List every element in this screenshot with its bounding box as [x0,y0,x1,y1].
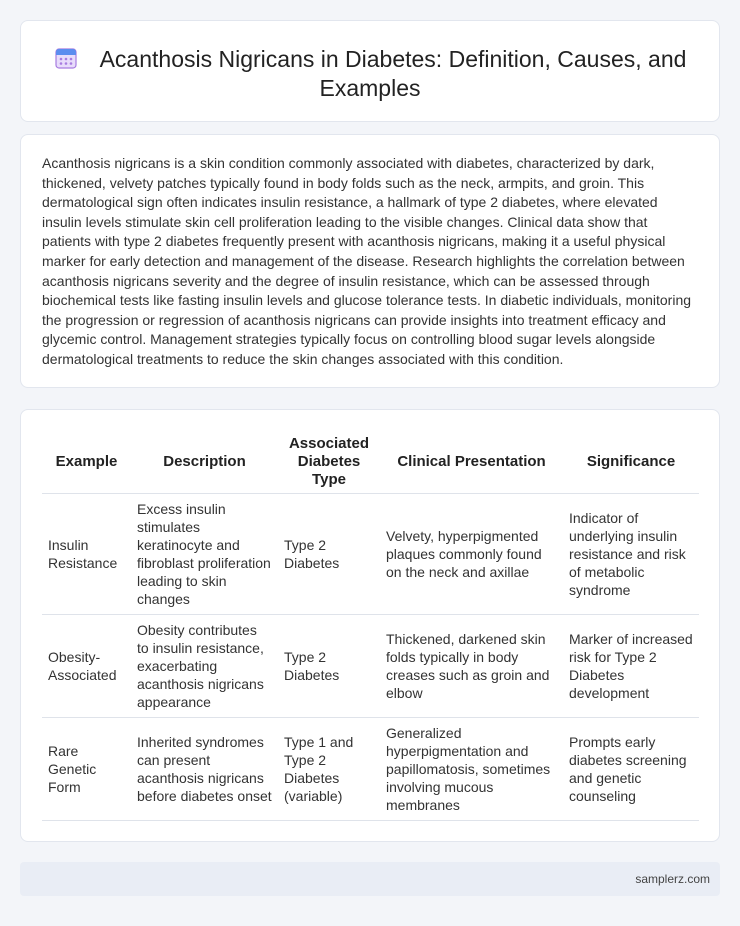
cell-description: Inherited syndromes can present acanthosis nigricans before diabetes onset [131,717,278,820]
examples-table [42,431,699,821]
title-card [20,20,720,122]
table-row [42,493,699,614]
cell-description: Excess insulin stimulates keratinocyte and fibroblast proliferation leading to skin changes [131,493,278,614]
header-significance: Significance [563,431,699,493]
cell-clinical-presentation: Generalized hyperpigmentation and papillomatosis, sometimes involving mucous membranes [380,717,563,820]
cell-diabetes-type: Type 2 Diabetes [278,614,380,717]
header-clinical-presentation: Clinical Presentation [380,431,563,493]
footer [20,862,720,896]
cell-diabetes-type: Type 2 Diabetes [278,493,380,614]
header-diabetes-type: Associated Diabetes Type [278,431,380,493]
cell-significance: Prompts early diabetes screening and genetic counseling [563,717,699,820]
cell-example: Obesity-Associated [42,614,131,717]
page-title: Acanthosis Nigricans in Diabetes: Definition, Causes, and Examples [99,46,687,101]
intro-card [20,134,720,388]
table-card [20,409,720,842]
table-row [42,717,699,820]
table-row [42,614,699,717]
cell-significance: Indicator of underlying insulin resistance and risk of metabolic syndrome [563,493,699,614]
cell-significance: Marker of increased risk for Type 2 Diabetes development [563,614,699,717]
cell-clinical-presentation: Velvety, hyperpigmented plaques commonly found on the neck and axillae [380,493,563,614]
cell-clinical-presentation: Thickened, darkened skin folds typically in body creases such as groin and elbow [380,614,563,717]
intro-paragraph: Acanthosis nigricans is a skin condition commonly associated with diabetes, characterized by dark, thickened, velvety patches typically found in body folds such as the neck, armpits, and groin. This dermatological sign often indicates insulin resistance, a hallmark of type 2 diabetes, where elevated insulin levels stimulate skin cell proliferation leading to the visible changes. Clinical data show that patients with type 2 diabetes frequently present with acanthosis nigricans, making it a useful physical marker for early detection and management of the disease. Research highlights the correlation between acanthosis nigricans severity and the degree of insulin resistance, which can be assessed through biochemical tests like fasting insulin levels and glucose tolerance tests. In diabetic individuals, monitoring the progression or regression of acanthosis nigricans can provide insights into treatment efficacy and glycemic control. Management strategies typically focus on controlling blood sugar levels alongside dermatological treatments to reduce the skin changes associated with this condition. [42,155,692,367]
calendar-icon [54,46,78,70]
table-header-row [42,431,699,493]
cell-diabetes-type: Type 1 and Type 2 Diabetes (variable) [278,717,380,820]
footer-brand[interactable]: samplerz.com [635,872,710,886]
cell-description: Obesity contributes to insulin resistance, exacerbating acanthosis nigricans appearance [131,614,278,717]
header-example: Example [42,431,131,493]
page-title-wrap [21,45,719,103]
cell-example: Rare Genetic Form [42,717,131,820]
cell-example: Insulin Resistance [42,493,131,614]
header-description: Description [131,431,278,493]
